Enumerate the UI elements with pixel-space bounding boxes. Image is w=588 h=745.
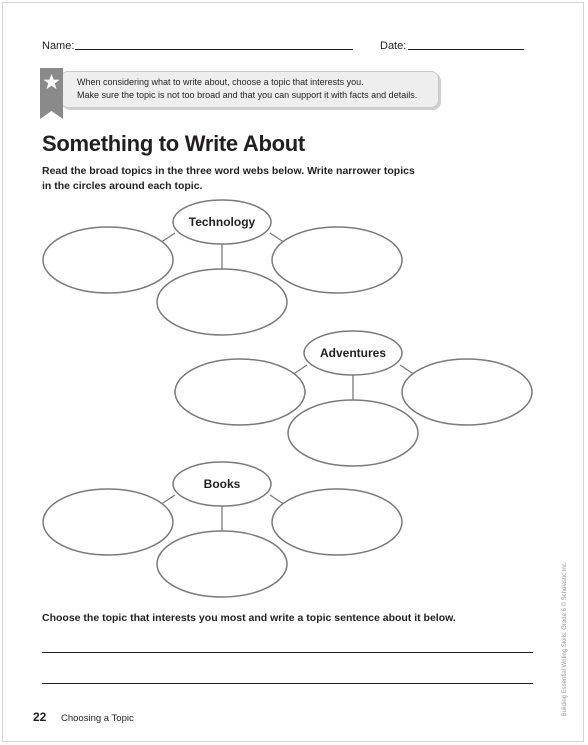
page-title: Something to Write About	[42, 131, 305, 156]
instructions-line-2: in the circles around each topic.	[42, 180, 203, 192]
narrow-topic-circle[interactable]	[402, 359, 532, 425]
topic-sentence-prompt: Choose the topic that interests you most and write a topic sentence about it below.	[42, 612, 456, 624]
tip-line-2: Make sure the topic is not too broad and that you can support it with facts and details.	[77, 90, 418, 100]
name-label: Name:	[42, 40, 75, 52]
narrow-topic-circle[interactable]	[288, 400, 418, 466]
date-label: Date:	[380, 40, 407, 52]
word-web-adventures	[175, 331, 532, 466]
page-number: 22	[33, 710, 47, 724]
answer-line-1[interactable]	[42, 652, 533, 653]
web-topic-books: Books	[203, 477, 241, 491]
instructions-line-1: Read the broad topics in the three word webs below. Write narrower topics	[42, 165, 415, 177]
narrow-topic-circle[interactable]	[43, 489, 173, 555]
copyright-text: Building Essential Writing Skills: Grade 6 © Scholastic Inc.	[562, 561, 568, 717]
word-web-technology	[43, 200, 402, 335]
answer-line-2[interactable]	[42, 683, 533, 684]
narrow-topic-circle[interactable]	[175, 359, 305, 425]
word-web-books	[43, 462, 402, 597]
tip-line-1: When considering what to write about, choose a topic that interests you.	[77, 77, 364, 87]
section-name: Choosing a Topic	[61, 713, 134, 724]
narrow-topic-circle[interactable]	[43, 227, 173, 293]
web-topic-technology: Technology	[188, 215, 256, 229]
narrow-topic-circle[interactable]	[157, 269, 287, 335]
web-topic-adventures: Adventures	[319, 346, 387, 360]
narrow-topic-circle[interactable]	[157, 531, 287, 597]
narrow-topic-circle[interactable]	[272, 227, 402, 293]
narrow-topic-circle[interactable]	[272, 489, 402, 555]
